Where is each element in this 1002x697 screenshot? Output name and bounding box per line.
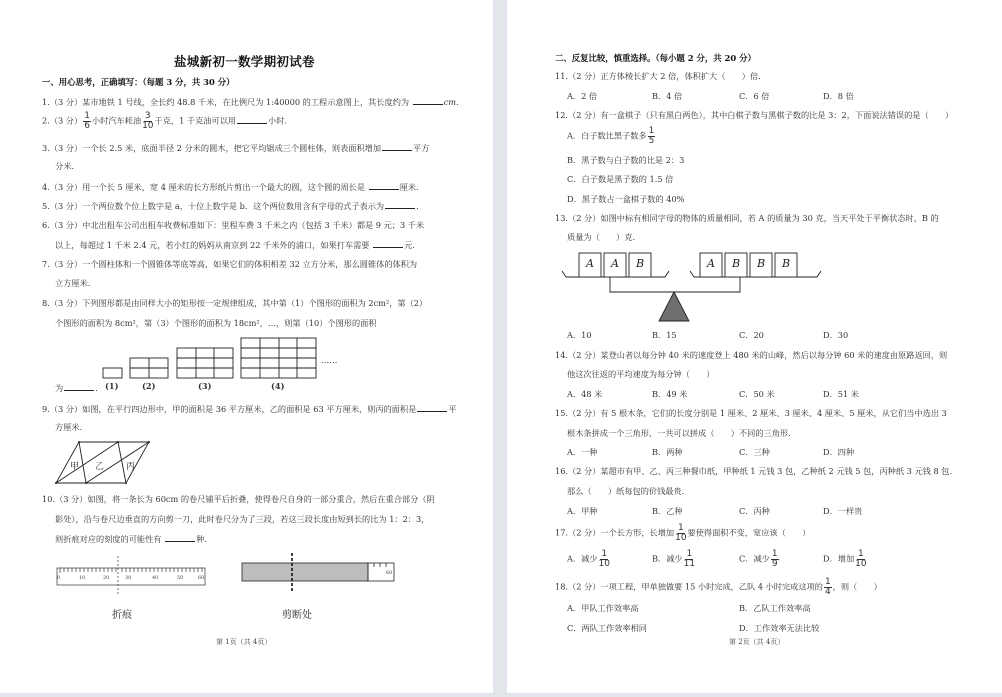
question-5-end: . (416, 201, 419, 211)
option-c[interactable] (739, 550, 780, 569)
page-footer: 第 1页（共 4页） (216, 638, 272, 646)
question-18 (555, 578, 882, 597)
fraction-numerator: 3 (144, 111, 151, 121)
question-3-line1: 3.（3 分）一个长 2.5 米，底面半径 2 分米的圆木，把它平均锯成三个圆柱体，则表面积增加 (42, 143, 382, 153)
fraction-denominator: 10 (855, 559, 867, 569)
question-2-mid: 小时汽车耗油 (91, 115, 142, 126)
fraction-numerator: 1 (686, 549, 693, 559)
fraction-numerator: 1 (824, 577, 831, 587)
region-label-yi: 乙 (95, 462, 105, 472)
question-16-line2: 那么（ ）纸每包的价钱最贵. (567, 486, 685, 496)
fraction-numerator: 1 (771, 549, 778, 559)
weight-a: A (707, 257, 715, 270)
question-8-line2: 个图形的面积为 8cm²，第（3）个图形的面积为 18cm²，…，则第（10）个图形的面积 (55, 318, 377, 328)
question-7-line1: 7.（3 分）一个圆柱体和一个圆锥体等底等高，如果它们的体积相差 32 立方分米，那么圆锥体的体积为 (42, 259, 418, 269)
question-4-text: 4.（3 分）用一个长 5 厘米，宽 4 厘米的长方形纸片剪出一个最大的圆，这个圆的周长是 (42, 182, 366, 192)
option-d[interactable]: D．黑子数占一盒棋子数的 40% (567, 194, 685, 204)
question-18-suffix: ，则（ ） (832, 581, 882, 592)
ruler-tick-40: 40 (152, 575, 159, 581)
fraction (675, 524, 686, 543)
ruler-tick-30: 30 (125, 575, 132, 581)
ruler-tick-10: 10 (79, 575, 86, 581)
option-c[interactable]: C．三种 (739, 447, 770, 457)
question-3-line2: 分米. (55, 161, 74, 171)
page-footer: 第 2页（共 4页） (729, 638, 785, 646)
fraction-denominator: 5 (648, 136, 655, 146)
ruler-tick-60: 60 (198, 575, 205, 581)
option-label: C．减少 (739, 553, 770, 564)
question-12: 12.（2 分）有一盒棋子（只有黑白两色），其中白棋子数与黑棋子数的比是 3：2，下面说法错误的是（ ） (555, 110, 954, 120)
document-page-2 (507, 0, 1002, 693)
question-14-line2: 他这次往返的平均速度为每分钟（ ） (567, 369, 715, 379)
fraction-numerator: 1 (601, 549, 608, 559)
option-b[interactable]: B．黑子数与白子数的比是 2：3 (567, 155, 685, 165)
question-11: 11.（2 分）正方体棱长扩大 2 倍，体积扩大（ ）倍. (555, 71, 761, 81)
question-15-line2: 根木条拼成一个三角形，一共可以拼成（ ）不同的三角形. (567, 428, 791, 438)
option-c[interactable]: C．丙种 (739, 506, 770, 516)
section-2-heading: 二、反复比较，慎重选择。（每小题 2 分，共 20 分） (555, 53, 756, 63)
option-a[interactable]: A．48 米 (567, 389, 603, 399)
option-a-text: A．白子数比黑子数多 (567, 130, 647, 141)
ruler-tick-0: 0 (57, 575, 61, 581)
question-2-suffix: 千克，1 千克油可以用 (154, 115, 237, 126)
question-7-line2: 立方厘米. (55, 278, 91, 288)
option-d[interactable]: D．30 (823, 330, 849, 340)
section-1-heading: 一、用心思考，正确填写：（每题 3 分，共 30 分） (42, 77, 235, 87)
option-label: A．减少 (567, 553, 598, 564)
fraction (684, 550, 695, 569)
option-a[interactable]: A．10 (567, 330, 592, 340)
caption-cut-point: 剪断处 (282, 610, 312, 621)
weight-b: B (636, 257, 645, 270)
weight-a: A (586, 257, 594, 270)
weight-a: A (611, 257, 619, 270)
question-10-line2: 影处），沿与卷尺边垂直的方向剪一刀，此时卷尺分为了三段，若这三段长度由短到长的比为 1：2：3， (55, 514, 430, 524)
question-6-line1: 6.（3 分）中北出租车公司出租车收费标准如下：里程车费 3 千米之内（包括 3 千米）都是 9 元；3 千米 (42, 220, 425, 230)
ruler-tick-20: 20 (103, 575, 110, 581)
ruler-figure-left (0, 0, 493, 693)
ruler2-tick-60: 60 (386, 570, 393, 576)
option-a[interactable]: A．甲队工作效率高 (567, 603, 639, 613)
ellipsis: …… (321, 355, 338, 365)
fraction (824, 578, 832, 597)
unit-text: cm. (443, 97, 459, 107)
fraction-denominator: 10 (675, 533, 687, 543)
option-a[interactable]: A．2 倍 (567, 91, 598, 101)
option-b[interactable]: B．乙种 (652, 506, 683, 516)
question-17-prefix: 17.（2 分）一个长方形，长增加 (555, 527, 675, 538)
option-c[interactable]: C．两队工作效率相同 (567, 623, 647, 633)
fraction-denominator: 10 (598, 559, 610, 569)
question-9-line1-end: 平 (448, 404, 457, 414)
question-5-text: 5.（3 分）一个两位数个位上数字是 a，十位上数字是 b．这个两位数用含有字母的式子表示为 (42, 201, 385, 211)
question-2-prefix: 2.（3 分） (42, 115, 83, 126)
option-a[interactable] (567, 550, 611, 569)
fraction-numerator: 1 (677, 523, 684, 533)
figure-label-3: (3) (198, 381, 212, 391)
question-8-end: . (95, 383, 98, 393)
fraction (598, 550, 609, 569)
question-9-line2: 方厘米. (55, 422, 83, 432)
option-d[interactable]: D．51 米 (823, 389, 859, 399)
question-9-line1: 9.（3 分）如图，在平行四边形中，甲的面积是 36 平方厘米，乙的面积是 63 平方厘米，则丙的面积是 (42, 404, 417, 414)
fraction-denominator: 4 (824, 587, 831, 597)
option-label: B．减少 (652, 553, 683, 564)
option-b[interactable]: B．乙队工作效率高 (739, 603, 811, 613)
fraction-denominator: 9 (771, 559, 778, 569)
option-d[interactable]: D．工作效率无法比较 (739, 623, 820, 633)
option-a[interactable]: A．甲种 (567, 506, 598, 516)
question-16-line1: 16.（2 分）某超市有甲、乙、丙三种餐巾纸，甲种纸 1 元钱 3 包，乙种纸 2 元钱 5 包，丙种纸 3 元钱 8 包. (555, 466, 953, 476)
question-2-end: 小时. (268, 115, 287, 126)
question-13-line2: 质量为（ ）克. (567, 232, 636, 242)
fraction-numerator: 1 (84, 111, 90, 121)
ruler-tick-50: 50 (177, 575, 184, 581)
question-3-line1-end: 平方 (413, 143, 430, 153)
question-6-line2-text: 以上，每超过 1 千米 2.4 元，若小红的妈妈从南京到 22 千米外的浦口，如果打车需要 (55, 240, 370, 250)
question-14-line1: 14.（2 分）某登山者以每分钟 40 米的速度登上 480 米的山峰，然后以每分钟 60 米的速度由原路返回，则 (555, 350, 948, 360)
question-10-end: 种. (196, 534, 207, 544)
option-b[interactable] (652, 550, 696, 569)
weight-b: B (757, 257, 766, 270)
option-d[interactable]: D．8 倍 (823, 91, 854, 101)
option-c[interactable]: C．20 (739, 330, 764, 340)
fraction-numerator: 1 (648, 126, 655, 136)
question-10-line3-text: 则折痕对应的刻度的可能性有 (55, 534, 162, 544)
region-label-bing: 丙 (126, 462, 136, 472)
option-c[interactable]: C．50 米 (739, 389, 775, 399)
option-a[interactable]: A．一种 (567, 447, 598, 457)
question-8-line3-text: 为 (55, 383, 64, 393)
fraction-denominator: 10 (142, 121, 154, 131)
option-d[interactable]: D．四种 (823, 447, 855, 457)
weight-b: B (732, 257, 741, 270)
region-label-jia: 甲 (70, 462, 80, 472)
fraction-denominator: 6 (84, 121, 90, 131)
fraction-numerator: 1 (858, 549, 864, 559)
caption-fold-crease: 折痕 (112, 610, 132, 621)
document-page-1 (0, 0, 493, 693)
question-4-end: 厘米. (399, 182, 419, 192)
question-18-prefix: 18.（2 分）一项工程，甲单独做要 15 小时完成，乙队 4 小时完成这项的 (555, 581, 823, 592)
weight-b: B (782, 257, 791, 270)
option-c[interactable]: C．6 倍 (739, 91, 770, 101)
option-d[interactable]: D．一样贵 (823, 506, 863, 516)
question-6-end: 元. (404, 240, 415, 250)
option-b[interactable]: B．49 米 (652, 389, 688, 399)
figure-label-2: (2) (142, 381, 156, 391)
figure-label-1: (1) (105, 381, 119, 391)
option-b[interactable]: B．两种 (652, 447, 683, 457)
figure-label-4: (4) (271, 381, 285, 391)
page-title: 盐城新初一数学期初试卷 (174, 54, 315, 69)
question-1-text: 1.（3 分）某市地铁 1 号线，全长约 48.8 千米，在比例尺为 1:40000 的工程示意图上，其长度约为 (42, 97, 410, 107)
option-d[interactable] (823, 550, 868, 569)
option-b[interactable]: B．15 (652, 330, 677, 340)
option-label: D．增加 (823, 553, 855, 564)
question-8-line1: 8.（3 分）下列图形都是由同样大小的矩形按一定规律组成，其中第（1）个图形的面积为 2cm²，第（2） (42, 298, 428, 308)
question-15-line1: 15.（2 分）有 5 根木条，它们的长度分别是 1 厘米、2 厘米、3 厘米、4 厘米、5 厘米，从它们当中选出 3 (555, 408, 947, 418)
fraction-denominator: 11 (683, 559, 696, 569)
question-17-suffix: 要使得面积不变，宽应该（ ） (687, 527, 811, 538)
question-10-line1: 10.（3 分）如图，将一条长为 60cm 的卷尺铺平后折叠，使得卷尺自身的一部分重合，然后在重合部分（阴 (42, 494, 435, 504)
fraction (855, 550, 866, 569)
question-17 (555, 524, 810, 543)
option-c[interactable]: C．白子数是黑子数的 1.5 倍 (567, 174, 674, 184)
option-b[interactable]: B．4 倍 (652, 91, 683, 101)
question-13-line1: 13.（2 分）如图中标有相同字母的物体的质量相同，若 A 的质量为 30 克，当天平处于平衡状态时，B 的 (555, 213, 939, 223)
fraction (771, 550, 779, 569)
